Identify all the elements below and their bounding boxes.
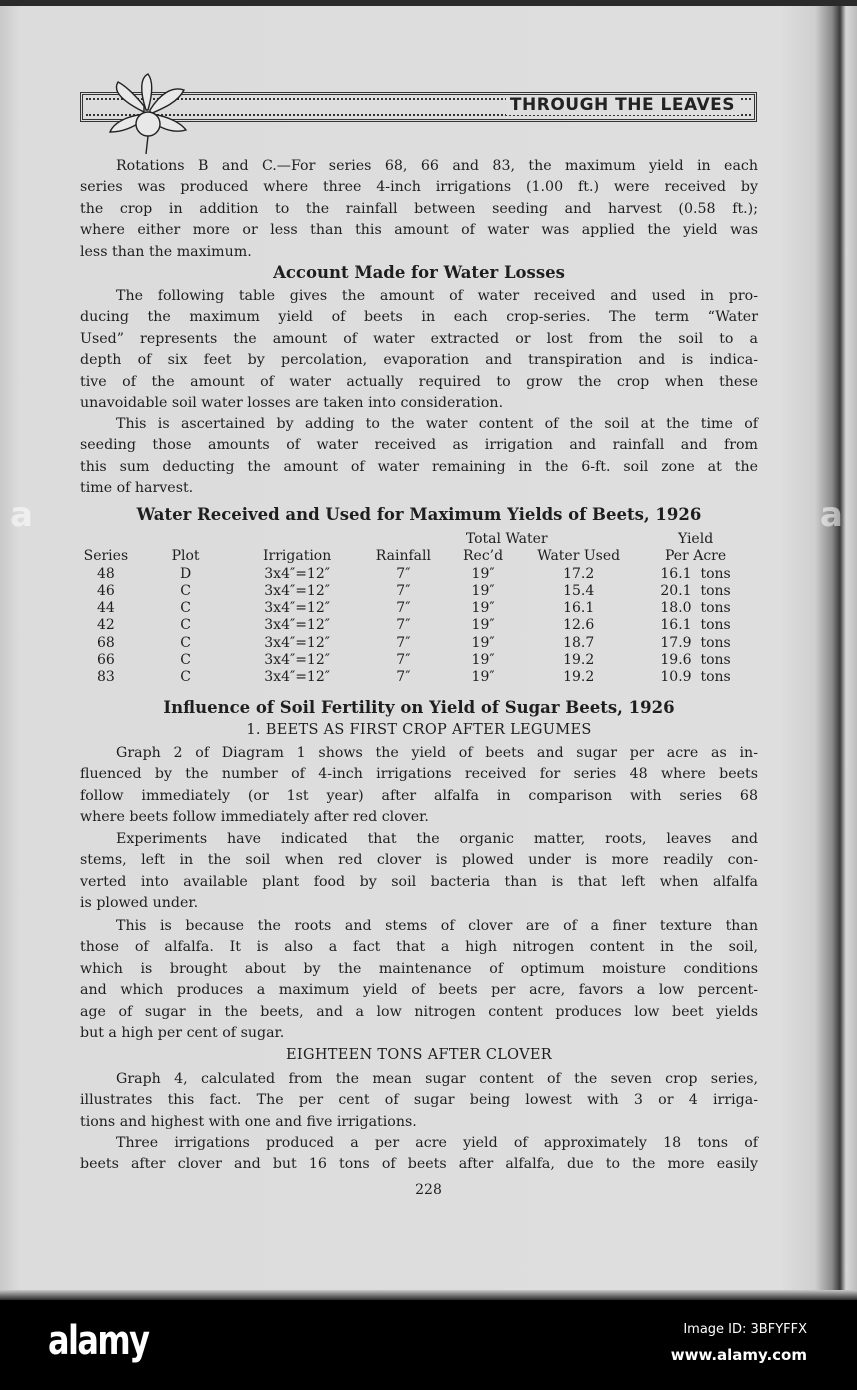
table-cell: 19″ [471, 634, 495, 651]
running-title: THROUGH THE LEAVES [506, 95, 739, 115]
paragraph-line: is plowed under. [80, 895, 199, 912]
column-header: Water Used [537, 548, 621, 565]
table-row [74, 652, 754, 669]
column-header: Per Acre [664, 548, 727, 565]
table-cell: C [180, 634, 191, 651]
table-cell: 66 [96, 652, 115, 669]
paragraph-line: depth of six feet by percolation, evaporation and transpiration and is indica- [80, 352, 758, 369]
paragraph-line: ducing the maximum yield of beets in each crop-series. The term “Water [80, 309, 758, 326]
table-cell: 3x4″=12″ [264, 634, 330, 651]
table-cell: 48 [96, 565, 115, 582]
section-heading: Account Made for Water Losses [273, 263, 565, 282]
table-row [74, 566, 754, 583]
table-cell: 3x4″=12″ [264, 600, 330, 617]
page-number: 228 [415, 1182, 442, 1198]
image-id: Image ID: 3BFYFFX [683, 1322, 807, 1337]
column-header: Rainfall [375, 548, 431, 565]
yield-header: Yield [677, 531, 714, 547]
table-row [74, 617, 754, 634]
table-cell: 3x4″=12″ [264, 652, 330, 669]
table-cell: 19.2 [563, 669, 595, 686]
paragraph-line: This is ascertained by adding to the water content of the soil at the time of [116, 416, 758, 432]
paragraph-line: series was produced where three 4-inch irrigations (1.00 ft.) were received by [80, 179, 758, 196]
table-cell: 3x4″=12″ [264, 582, 330, 599]
alamy-logo: alamy [48, 1318, 149, 1364]
table-row [74, 669, 754, 686]
subheading: 1. BEETS AS FIRST CROP AFTER LEGUMES [246, 722, 592, 738]
paragraph-line: verted into available plant food by soil bacteria than is that left when alfalfa [80, 873, 758, 890]
table-cell: 16.1 [563, 600, 595, 617]
table-header-row [74, 548, 754, 565]
beet-ornament-icon [104, 72, 192, 156]
table-cell: 83 [96, 669, 115, 686]
table-cell: 3x4″=12″ [264, 565, 330, 582]
column-header: Irrigation [263, 548, 332, 565]
table-cell: 19″ [471, 600, 495, 617]
table-cell: C [180, 600, 191, 617]
water-table [74, 531, 754, 687]
table-cell: C [180, 669, 191, 686]
paragraph-line: Graph 4, calculated from the mean sugar content of the seven crop series, [116, 1071, 758, 1087]
paragraph-line: This is because the roots and stems of clover are of a finer texture than [116, 918, 758, 934]
table-cell: 7″ [396, 582, 411, 599]
table-cell: 3x4″=12″ [264, 669, 330, 686]
paragraph-line: Three irrigations produced a per acre yield of approximately 18 tons of [116, 1135, 758, 1151]
table-cell: 19.2 [563, 652, 595, 669]
paragraph-line: which is brought about by the maintenance of optimum moisture conditions [80, 960, 758, 977]
table-cell: C [180, 617, 191, 634]
watermark: a [10, 495, 31, 535]
column-header: Series [83, 548, 129, 565]
paragraph-line: follow immediately (or 1st year) after alfalfa in comparison with series 68 [80, 787, 758, 804]
table-cell: 17.2 [563, 565, 595, 582]
column-header: Rec’d [463, 548, 504, 565]
table-cell: 12.6 [563, 617, 595, 634]
table-cell: 16.1 tons [660, 617, 731, 634]
paragraph-line: Rotations B and C.—For series 68, 66 and 83, the maximum yield in each [116, 158, 758, 174]
column-header: Plot [171, 548, 200, 565]
paragraph-line: fluenced by the number of 4-inch irrigations received for series 48 where beets [80, 766, 758, 783]
stock-banner [0, 1300, 857, 1390]
table-cell: 20.1 tons [660, 582, 731, 599]
table-row [74, 583, 754, 600]
table-cell: 7″ [396, 669, 411, 686]
watermark: a [820, 495, 841, 535]
paragraph-line: stems, left in the soil when red clover is plowed under is more readily con- [80, 852, 758, 869]
total-water-header: Total Water [465, 531, 548, 547]
paragraph-line: this sum deducting the amount of water remaining in the 6-ft. soil zone at the [80, 458, 758, 475]
alamy-url: www.alamy.com [670, 1346, 807, 1364]
paragraph-line: time of harvest. [80, 480, 194, 497]
table-cell: 7″ [396, 617, 411, 634]
paragraph-line: the crop in addition to the rainfall between seeding and harvest (0.58 ft.); [80, 200, 758, 217]
paragraph-line: Graph 2 of Diagram 1 shows the yield of beets and sugar per acre as in- [116, 745, 758, 761]
table-cell: 18.0 tons [660, 600, 731, 617]
table-row [74, 635, 754, 652]
table-cell: 44 [96, 600, 115, 617]
table-cell: 18.7 [563, 634, 595, 651]
table-cell: 19″ [471, 669, 495, 686]
table-cell: 3x4″=12″ [264, 617, 330, 634]
table-cell: 7″ [396, 634, 411, 651]
paragraph-line: seeding those amounts of water received as irrigation and rainfall and from [80, 437, 758, 454]
table-cell: D [179, 565, 192, 582]
section-heading: Influence of Soil Fertility on Yield of Sugar Beets, 1926 [163, 698, 675, 717]
table-cell: C [180, 582, 191, 599]
paragraph-line: less than the maximum. [80, 243, 252, 260]
section-heading: Water Received and Used for Maximum Yields of Beets, 1926 [136, 505, 702, 524]
paragraph-line: and which produces a maximum yield of beets per acre, favors a low percent- [80, 982, 758, 999]
paragraph-line: age of sugar in the beets, and a low nitrogen content produces low beet yields [80, 1003, 758, 1020]
table-cell: 7″ [396, 652, 411, 669]
paragraph-line: The following table gives the amount of water received and used in pro- [116, 288, 758, 304]
paragraph-line: Experiments have indicated that the organic matter, roots, leaves and [116, 831, 758, 847]
paragraph-line: those of alfalfa. It is also a fact that a high nitrogen content in the soil, [80, 939, 758, 956]
paragraph-line: illustrates this fact. The per cent of sugar being lowest with 3 or 4 irriga- [80, 1092, 758, 1109]
subheading: EIGHTEEN TONS AFTER CLOVER [286, 1047, 552, 1063]
table-cell: 17.9 tons [660, 634, 731, 651]
paragraph-line: unavoidable soil water losses are taken into consideration. [80, 395, 504, 411]
paragraph-line: beets after clover and but 16 tons of beets after alfalfa, due to the more easily [80, 1156, 758, 1173]
table-row [74, 600, 754, 617]
table-cell: 19″ [471, 652, 495, 669]
table-cell: 68 [96, 634, 115, 651]
table-cell: 10.9 tons [660, 669, 731, 686]
paragraph-line: where beets follow immediately after red clover. [80, 809, 429, 826]
table-cell: 19″ [471, 565, 495, 582]
table-cell: 42 [96, 617, 115, 634]
page-top-edge [0, 0, 857, 6]
paragraph-line: Used” represents the amount of water extracted or lost from the soil to a [80, 330, 758, 347]
table-cell: 19″ [471, 582, 495, 599]
paragraph-line: but a high per cent of sugar. [80, 1025, 285, 1041]
paragraph-line: where either more or less than this amount of water was applied the yield was [80, 222, 758, 239]
table-group-header-row [74, 531, 754, 548]
table-cell: 7″ [396, 600, 411, 617]
table-cell: 19″ [471, 617, 495, 634]
table-cell: 46 [96, 582, 115, 599]
table-cell: C [180, 652, 191, 669]
page-bottom-edge [0, 1290, 857, 1300]
table-cell: 15.4 [563, 582, 595, 599]
table-cell: 16.1 tons [660, 565, 731, 582]
paragraph-line: tions and highest with one and five irrigations. [80, 1113, 417, 1130]
table-cell: 7″ [396, 565, 411, 582]
paragraph-line: tive of the amount of water actually required to grow the crop when these [80, 373, 758, 390]
table-cell: 19.6 tons [660, 652, 731, 669]
